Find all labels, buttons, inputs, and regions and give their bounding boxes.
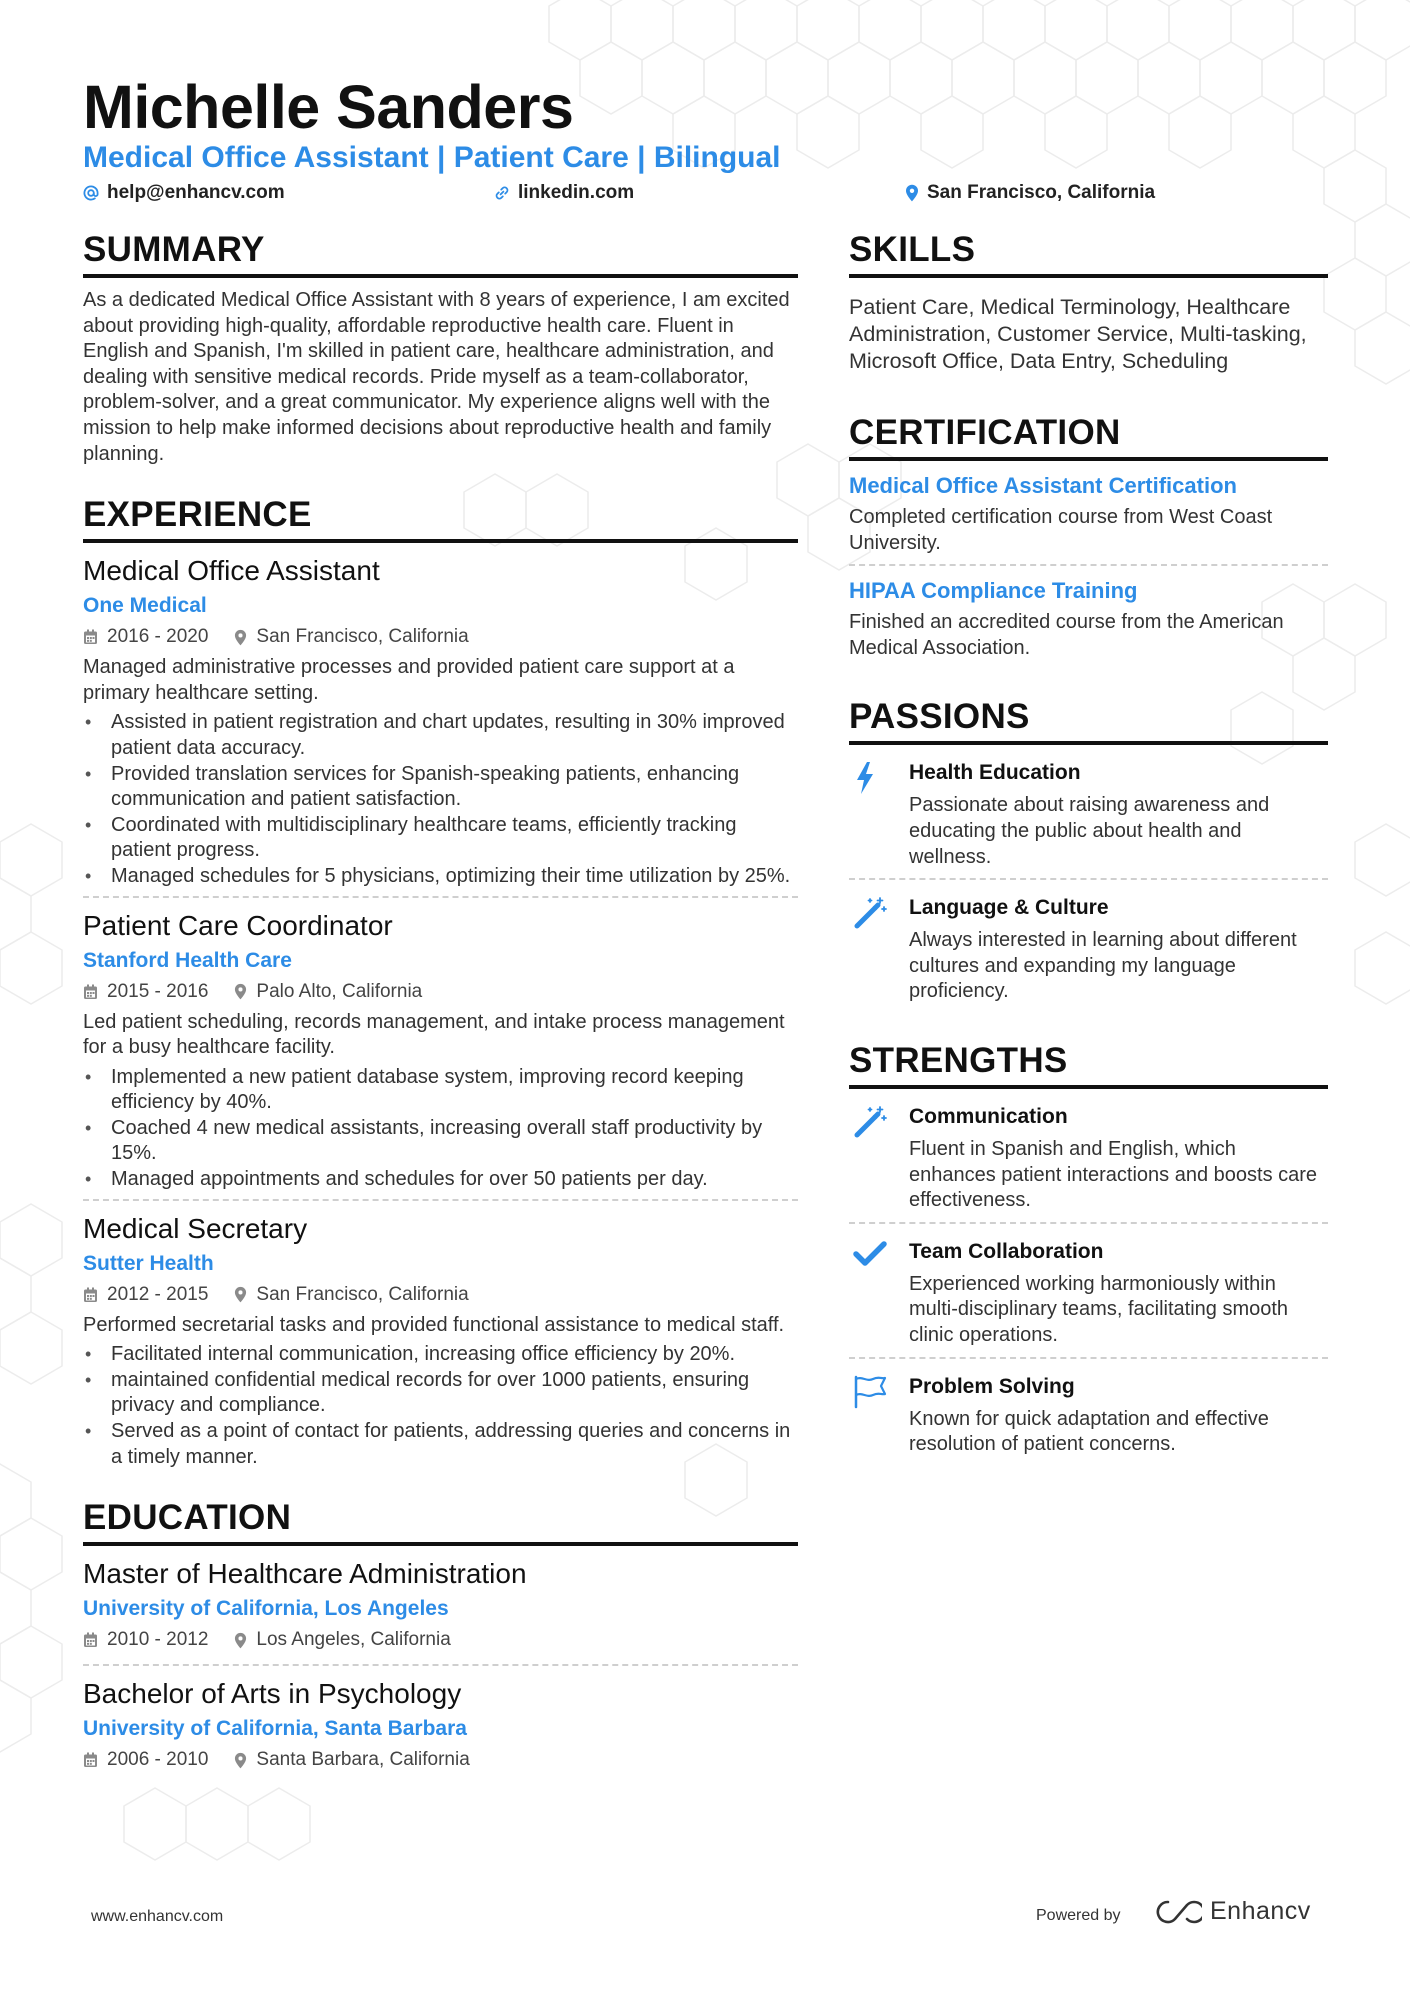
- job-meta: [83, 623, 798, 651]
- enhancv-logo[interactable]: [1154, 1897, 1311, 1926]
- lightning-icon: [853, 761, 877, 795]
- experience-entry: [83, 1211, 798, 1477]
- skills-heading: SKILLS: [849, 228, 1328, 278]
- job-meta: [83, 1281, 798, 1309]
- summary-section: [83, 228, 798, 467]
- job-bullet: • Managed schedules for 5 physicians, optimizing their time utilization by 25%.: [83, 864, 798, 890]
- strength-title: Communication: [909, 1104, 1068, 1128]
- magic-wand-icon: [853, 896, 887, 930]
- experience-entry: [83, 553, 798, 897]
- job-bullet: • Served as a point of contact for patients, addressing queries and concerns in a timely manner.: [83, 1419, 798, 1470]
- linkedin-text: linkedin.com: [518, 182, 635, 203]
- employer-name: Sutter Health: [83, 1251, 214, 1275]
- contact-location: [905, 182, 1155, 204]
- degree-title: Bachelor of Arts in Psychology: [83, 1678, 462, 1710]
- employer-name: One Medical: [83, 594, 207, 618]
- calendar-icon: [83, 1287, 98, 1303]
- passion-item: [849, 755, 1328, 880]
- strength-description: Fluent in Spanish and English, which enhances patient interactions and boosts care effectiveness.: [909, 1137, 1318, 1212]
- left-column: [83, 228, 798, 1784]
- job-description: Led patient scheduling, records management, and intake process management for a busy healthcare facility.: [83, 1010, 785, 1059]
- job-bullet: • Assisted in patient registration and chart updates, resulting in 30% improved patient data accuracy.: [83, 710, 798, 761]
- email-text: help@enhancv.com: [107, 182, 285, 203]
- experience-heading: EXPERIENCE: [83, 493, 798, 543]
- checkmark-icon: [853, 1240, 887, 1268]
- job-bullet: • Managed appointments and schedules for over 50 patients per day.: [83, 1167, 798, 1193]
- passion-description: Passionate about raising awareness and educating the public about health and wellness.: [909, 794, 1270, 868]
- job-bullets: [83, 1065, 798, 1193]
- location-text: San Francisco, California: [927, 182, 1156, 203]
- education-section: [83, 1496, 798, 1784]
- certification-entry: [849, 576, 1328, 669]
- education-dates: 2010 - 2012: [107, 1629, 209, 1651]
- calendar-icon: [83, 1752, 98, 1768]
- passion-title: Language & Culture: [909, 896, 1109, 920]
- strengths-section: [849, 1039, 1328, 1466]
- passion-title: Health Education: [909, 761, 1081, 785]
- contact-linkedin[interactable]: [494, 182, 634, 204]
- enhancv-logo-icon: [1154, 1899, 1202, 1925]
- job-bullet: • Implemented a new patient database system, improving record keeping efficiency by 40%.: [83, 1065, 798, 1116]
- job-bullet: • Provided translation services for Spanish-speaking patients, enhancing communication and patient satisfaction.: [83, 762, 798, 813]
- calendar-icon: [83, 984, 98, 1000]
- certification-title: HIPAA Compliance Training: [849, 578, 1138, 604]
- job-location: San Francisco, California: [256, 1283, 469, 1305]
- skills-text: Patient Care, Medical Terminology, Healthcare Administration, Customer Service, Multi-tasking, Microsoft Office, Data Entry, Scheduling: [849, 295, 1307, 373]
- job-dates: 2012 - 2015: [107, 1283, 209, 1305]
- strength-item: [849, 1369, 1328, 1466]
- job-title: Medical Secretary: [83, 1212, 308, 1244]
- education-entry: [83, 1676, 798, 1784]
- passion-item: [849, 890, 1328, 1013]
- education-meta: [83, 1746, 798, 1774]
- job-bullet: • Coached 4 new medical assistants, increasing overall staff productivity by 15%.: [83, 1116, 798, 1167]
- job-bullets: [83, 1342, 798, 1470]
- certification-title: Medical Office Assistant Certification: [849, 473, 1237, 498]
- strength-title: Problem Solving: [909, 1374, 1075, 1398]
- job-bullet: • maintained confidential medical records for over 1000 patients, ensuring privacy and compliance.: [83, 1368, 798, 1419]
- footer-powered-by: Powered by: [1036, 1907, 1121, 1924]
- footer-url[interactable]: www.enhancv.com: [91, 1908, 224, 1925]
- enhancv-brand-text: Enhancv: [1210, 1897, 1311, 1925]
- location-pin-icon: [234, 1752, 247, 1769]
- school-name: University of California, Los Angeles: [83, 1597, 449, 1621]
- job-description: Managed administrative processes and provided patient care support at a primary healthcare setting.: [83, 656, 735, 704]
- job-dates: 2015 - 2016: [107, 980, 209, 1002]
- strengths-heading: STRENGTHS: [849, 1039, 1328, 1089]
- passions-heading: PASSIONS: [849, 695, 1328, 745]
- link-icon: [494, 185, 510, 201]
- education-entry: [83, 1556, 798, 1666]
- certification-description: Finished an accredited course from the American Medical Association.: [849, 611, 1284, 659]
- strength-item: [849, 1234, 1328, 1359]
- certification-heading: CERTIFICATION: [849, 411, 1328, 461]
- education-location: Santa Barbara, California: [256, 1749, 470, 1771]
- job-location: San Francisco, California: [256, 626, 469, 648]
- employer-name: Stanford Health Care: [83, 948, 292, 972]
- candidate-name: Michelle Sanders: [83, 73, 574, 141]
- flag-icon: [853, 1375, 889, 1409]
- strength-description: Experienced working harmoniously within multi-disciplinary teams, facilitating smooth clinic operations.: [909, 1272, 1289, 1346]
- experience-entry: [83, 908, 798, 1201]
- job-title: Patient Care Coordinator: [83, 909, 393, 941]
- at-icon: [83, 185, 99, 201]
- passion-description: Always interested in learning about different cultures and expanding my language proficiency.: [909, 929, 1297, 1003]
- job-bullet: • Coordinated with multidisciplinary healthcare teams, efficiently tracking patient progress.: [83, 813, 798, 864]
- location-pin-icon: [234, 1632, 247, 1649]
- job-title: Medical Office Assistant: [83, 555, 380, 587]
- summary-heading: SUMMARY: [83, 228, 798, 278]
- certification-entry: [849, 471, 1328, 566]
- candidate-headline: Medical Office Assistant | Patient Care | Bilingual: [83, 141, 781, 174]
- calendar-icon: [83, 629, 98, 645]
- location-pin-icon: [234, 983, 247, 1000]
- strength-item: [849, 1099, 1328, 1224]
- school-name: University of California, Santa Barbara: [83, 1717, 467, 1741]
- summary-text: As a dedicated Medical Office Assistant with 8 years of experience, I am excited about providing high-quality, affordable reproductive health care. Fluent in English and Spanish, I'm skilled in patient care, healthcare administration, and dealing with sensitive medical records. Pride myself as a team-collaborator, problem-solver, and a great communicator. My experience aligns well with the mission to help make informed decisions about reproductive health and family planning.: [83, 289, 790, 465]
- job-bullets: [83, 710, 798, 889]
- job-meta: [83, 978, 798, 1006]
- education-heading: EDUCATION: [83, 1496, 798, 1546]
- job-location: Palo Alto, California: [256, 980, 423, 1002]
- education-dates: 2006 - 2010: [107, 1749, 209, 1771]
- calendar-icon: [83, 1632, 98, 1648]
- certification-description: Completed certification course from West Coast University.: [849, 506, 1273, 554]
- job-dates: 2016 - 2020: [107, 626, 209, 648]
- magic-wand-icon: [853, 1105, 887, 1139]
- strength-title: Team Collaboration: [909, 1239, 1104, 1263]
- education-meta: [83, 1626, 798, 1654]
- job-description: Performed secretarial tasks and provided functional assistance to medical staff.: [83, 1313, 785, 1336]
- right-column: [849, 228, 1328, 1466]
- location-pin-icon: [234, 629, 247, 646]
- location-pin-icon: [234, 1286, 247, 1303]
- job-bullet: • Facilitated internal communication, increasing office efficiency by 20%.: [83, 1342, 798, 1368]
- certification-section: [849, 411, 1328, 669]
- strength-description: Known for quick adaptation and effective resolution of patient concerns.: [909, 1407, 1269, 1456]
- skills-section: [849, 228, 1328, 375]
- contact-email[interactable]: [83, 182, 285, 204]
- passions-section: [849, 695, 1328, 1013]
- degree-title: Master of Healthcare Administration: [83, 1558, 527, 1590]
- education-location: Los Angeles, California: [256, 1629, 451, 1651]
- location-pin-icon: [905, 184, 919, 202]
- experience-section: [83, 493, 798, 1476]
